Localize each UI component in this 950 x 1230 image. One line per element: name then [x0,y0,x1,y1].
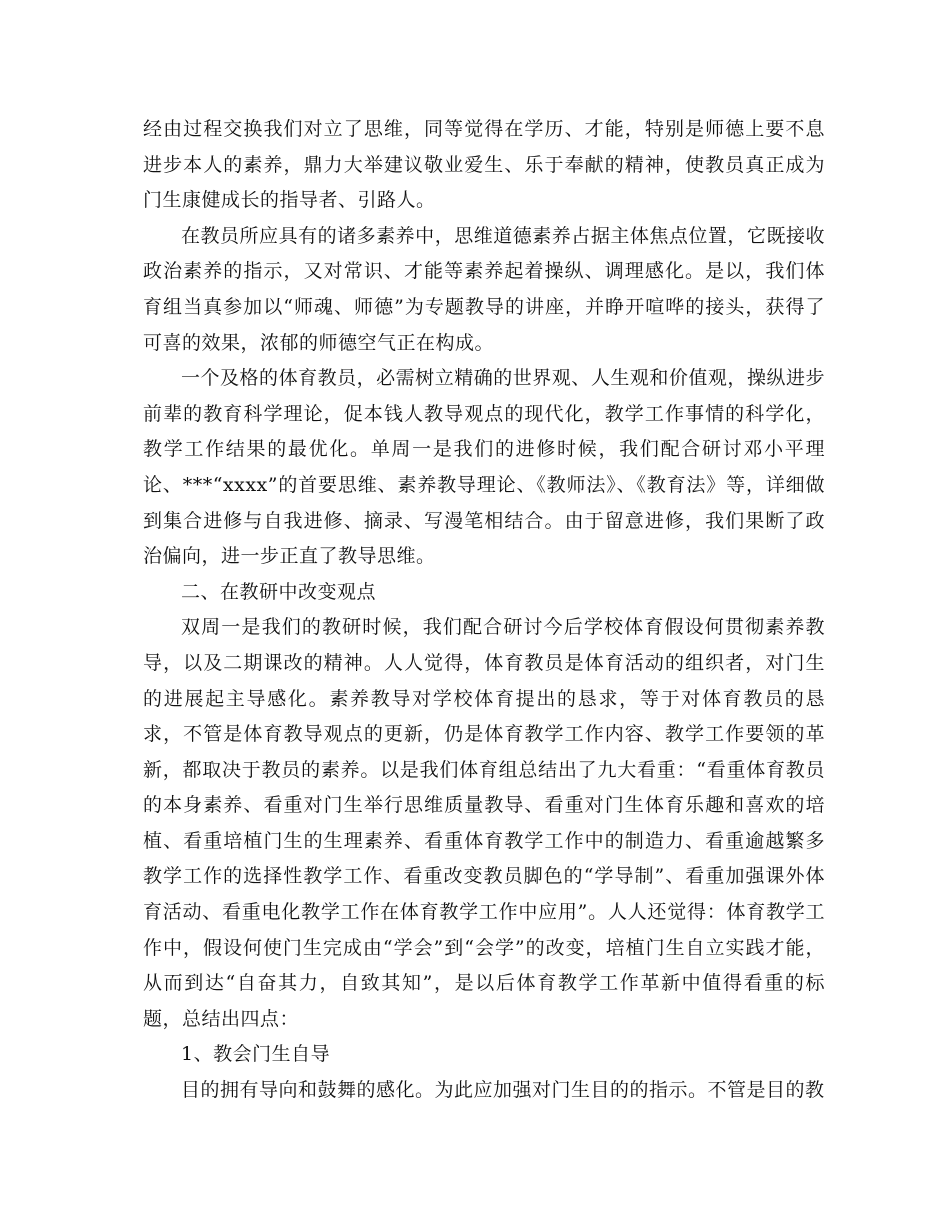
section-heading: 二、在教研中改变观点 [181,580,377,603]
subsection-heading: 1、教会门生自导 [181,1043,331,1066]
paragraph-1: 经由过程交换我们对立了思维，同等觉得在学历、才能，特别是师德上要不息进步本人的素养，鼎力大举建议敬业爱生、乐于奉献的精神，使教员真正成为门生康健成长的指导者、引路人。 [143,118,825,212]
document-body [143,112,825,1109]
paragraph-4: 双周一是我们的教研时候，我们配合研讨今后学校体育假设何贯彻素养教导，以及二期课改的精神。人人觉得，体育教员是体育活动的组织者，对门生的进展起主导感化。素养教导对学校体育提出的恳求，等于对体育教员的恳求，不管是体育教导观点的更新，仍是体育教学工作内容、教学工作要领的革新，都取决于教员的素养。以是我们体育组总结出了九大看重：“看重体育教员的本身素养、看重对门生举行思维质量教导、看重对门生体育乐趣和喜欢的培植、看重培植门生的生理素养、看重体育教学工作中的制造力、看重逾越繁多教学工作的选择性教学工作、看重改变教员脚色的“学导制”、看重加强课外体育活动、看重电化教学工作在体育教学工作中应用”。人人还觉得：体育教学工作中，假设何使门生完成由“学会”到“会学”的改变，培植门生自立实践才能，从而到达“自奋其力，自致其知”，是以后体育教学工作革新中值得看重的标题，总结出四点： [143,616,825,1030]
paragraph-2: 在教员所应具有的诸多素养中，思维道德素养占据主体焦点位置，它既接收政治素养的指示，又对常识、才能等素养起着操纵、调理感化。是以，我们体育组当真参加以“师魂、师德”为专题教导的讲座，并睁开喧哗的接头，获得了可喜的效果，浓郁的师德空气正在构成。 [143,224,825,354]
paragraph-3: 一个及格的体育教员，必需树立精确的世界观、人生观和价值观，操纵进步前辈的教育科学理论，促本钱人教导观点的现代化，教学工作事情的科学化，教学工作结果的最优化。单周一是我们的进修时候，我们配合研讨邓小平理论、***“xxxx”的首要思维、素养教导理论、《教师法》、《教育法》等，详细做到集合进修与自我进修、摘录、写漫笔相结合。由于留意进修，我们果断了政治偏向，进一步正直了教导思维。 [143,367,825,568]
paragraph-5: 目的拥有导向和鼓舞的感化。为此应加强对门生目的的指示。不管是目的教 [181,1079,825,1102]
